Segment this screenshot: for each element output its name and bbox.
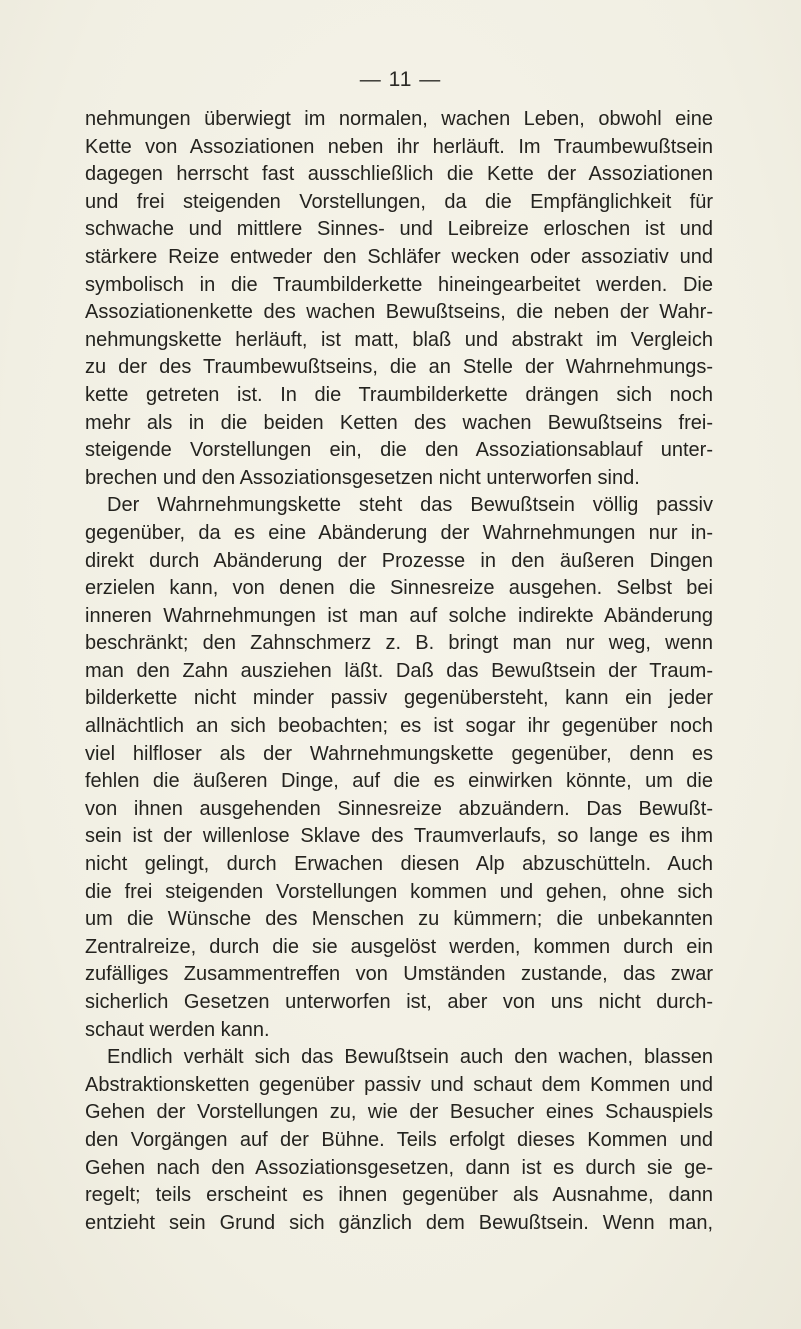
text-line: stärkere Reize entweder den Schläfer wecken oder assoziativ und — [85, 245, 713, 268]
text-line: schaut werden kann. — [85, 1018, 270, 1041]
body-text — [85, 106, 713, 1237]
text-line: dagegen herrscht fast ausschließlich die Kette der Assoziationen — [85, 163, 713, 186]
text-line: beschränkt; den Zahnschmerz z. B. bringt man nur weg, wenn — [85, 632, 713, 655]
text-line: entzieht sein Grund sich gänzlich dem Bewußtsein. Wenn man, — [85, 1211, 713, 1234]
text-line: steigende Vorstellungen ein, die den Assoziationsablauf unter- — [85, 439, 713, 462]
text-line: kette getreten ist. In die Traumbilderkette drängen sich noch — [85, 383, 713, 406]
text-line: um die Wünsche des Menschen zu kümmern; die unbekannten — [85, 908, 713, 931]
text-line: nehmungskette herläuft, ist matt, blaß und abstrakt im Vergleich — [85, 328, 713, 351]
text-line: Assoziationenkette des wachen Bewußtseins, die neben der Wahr- — [85, 301, 713, 324]
text-line: erzielen kann, von denen die Sinnesreize ausgehen. Selbst bei — [85, 577, 713, 600]
text-line: schwache und mittlere Sinnes- und Leibreize erloschen ist und — [85, 218, 713, 241]
text-line: Gehen nach den Assoziationsgesetzen, dann ist es durch sie ge- — [85, 1156, 713, 1179]
text-line: brechen und den Assoziationsgesetzen nicht unterworfen sind. — [85, 466, 640, 489]
text-line: fehlen die äußeren Dinge, auf die es einwirken könnte, um die — [85, 770, 713, 793]
text-line: sicherlich Gesetzen unterworfen ist, aber von uns nicht durch- — [85, 991, 713, 1013]
text-line: Abstraktionsketten gegenüber passiv und schaut dem Kommen und — [85, 1073, 713, 1096]
text-line: direkt durch Abänderung der Prozesse in den äußeren Dingen — [85, 549, 713, 572]
text-line: nehmungen überwiegt im normalen, wachen Leben, obwohl eine — [85, 108, 713, 130]
text-line: mehr als in die beiden Ketten des wachen Bewußtseins frei- — [85, 411, 713, 434]
text-line: nicht gelingt, durch Erwachen diesen Alp abzuschütteln. Auch — [85, 853, 713, 876]
text-line: sein ist der willenlose Sklave des Traumverlaufs, so lange es ihm — [85, 825, 713, 848]
text-line: man den Zahn ausziehen läßt. Daß das Bewußtsein der Traum- — [85, 659, 713, 682]
text-line: Gehen der Vorstellungen zu, wie der Besucher eines Schauspiels — [85, 1101, 713, 1124]
text-line: zu der des Traumbewußtseins, die an Stelle der Wahrnehmungs- — [85, 356, 713, 379]
text-line: gegenüber, da es eine Abänderung der Wahrnehmungen nur in- — [85, 521, 713, 544]
text-line: bilderkette nicht minder passiv gegenübersteht, kann ein jeder — [85, 687, 713, 710]
text-line: die frei steigenden Vorstellungen kommen und gehen, ohne sich — [85, 880, 713, 903]
text-line: und frei steigenden Vorstellungen, da die Empfänglichkeit für — [85, 190, 713, 213]
text-line: den Vorgängen auf der Bühne. Teils erfolgt dieses Kommen und — [85, 1128, 713, 1151]
text-line: zufälliges Zusammentreffen von Umständen zustande, das zwar — [85, 963, 713, 986]
text-line: Kette von Assoziationen neben ihr herläuft. Im Traumbewußtsein — [85, 135, 713, 158]
text-line: Endlich verhält sich das Bewußtsein auch den wachen, blassen — [107, 1046, 713, 1069]
page-number: — 11 — — [359, 68, 442, 91]
text-line: regelt; teils erscheint es ihnen gegenüber als Ausnahme, dann — [85, 1184, 713, 1207]
text-line: Zentralreize, durch die sie ausgelöst werden, kommen durch ein — [85, 935, 713, 958]
text-line: allnächtlich an sich beobachten; es ist sogar ihr gegenüber noch — [85, 715, 713, 738]
text-line: viel hilfloser als der Wahrnehmungskette gegenüber, denn es — [85, 742, 713, 765]
text-line: inneren Wahrnehmungen ist man auf solche indirekte Abänderung — [85, 604, 713, 627]
text-line: Der Wahrnehmungskette steht das Bewußtsein völlig passiv — [107, 494, 713, 517]
text-line: symbolisch in die Traumbilderkette hineingearbeitet werden. Die — [85, 273, 713, 296]
text-line: von ihnen ausgehenden Sinnesreize abzuändern. Das Bewußt- — [85, 797, 713, 820]
